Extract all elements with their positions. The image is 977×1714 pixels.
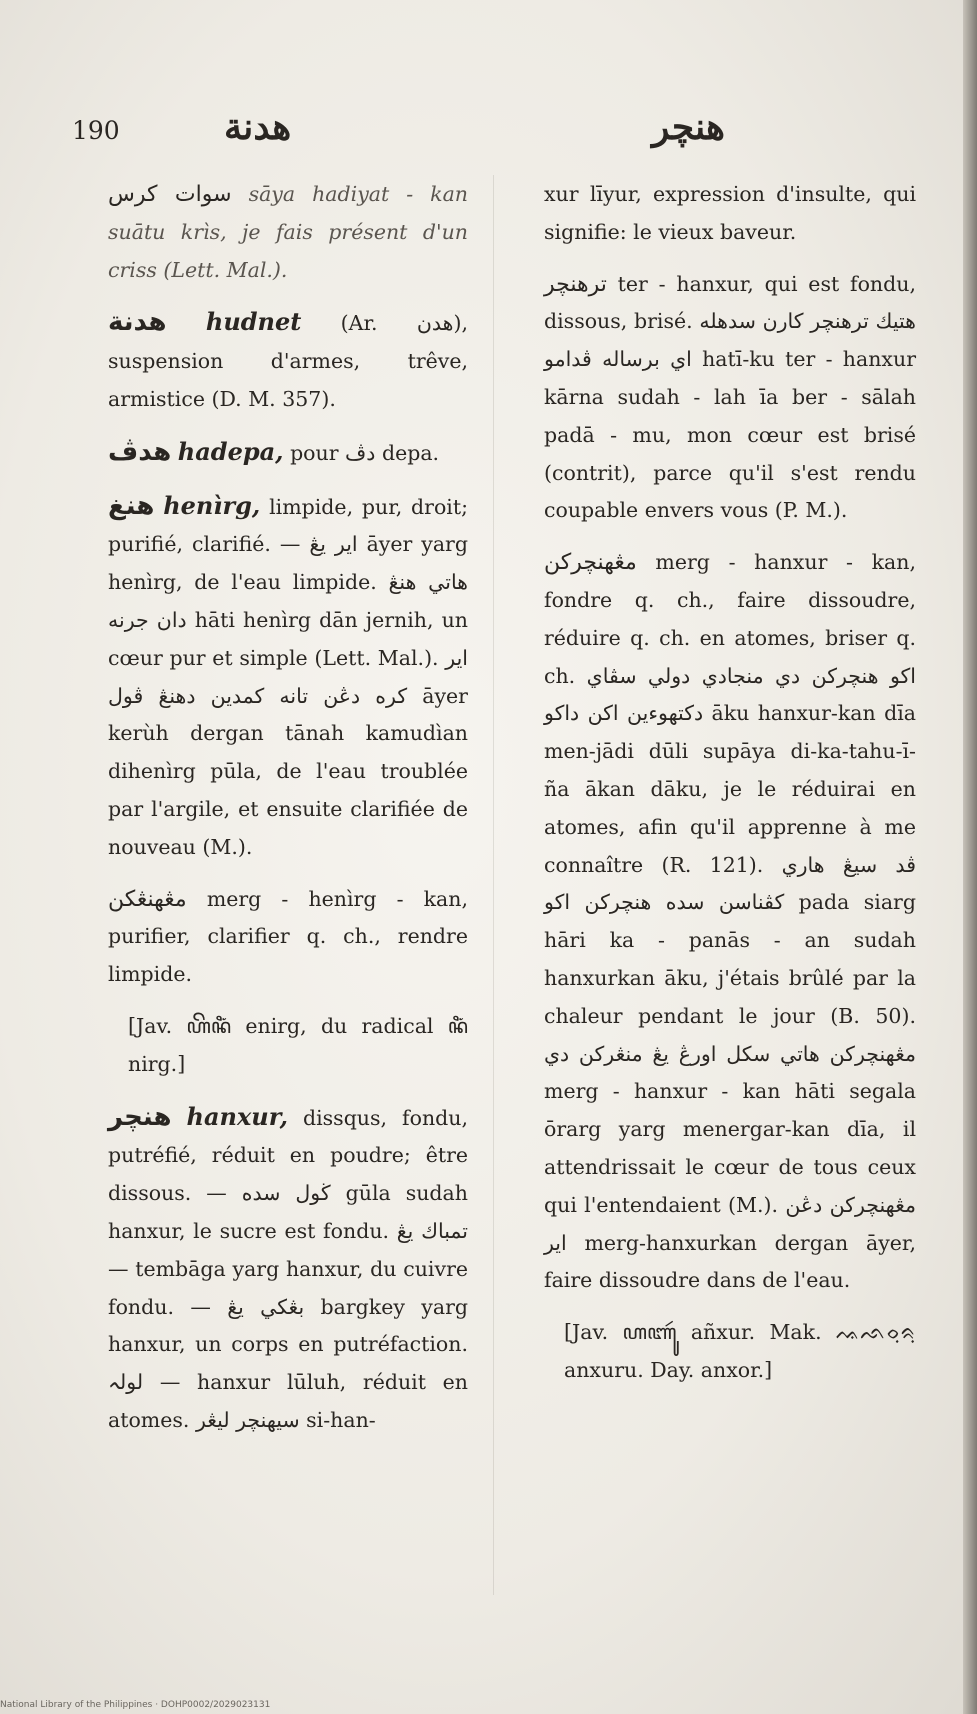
arabic-text: مڠهنچركن	[544, 550, 637, 576]
entry-text: dissqus, fondu, putréfié, réduit en poudre; être dissous. — ڬول سده gūla sudah hanxur, le sucre est fondu. تمباك يڠ — tembāga yarg hanxur, du cuivre fondu. — بڠكي يڠ bargkey yarg hanxur, un corps en putréfaction. لولہ — hanxur lūluh, réduit en atomes. سيهنچر ليڠر si-han-	[108, 1105, 469, 1432]
right-running-head: هنچر	[652, 106, 725, 148]
entry-text: pour دڤ depa.	[290, 440, 440, 465]
entry-terhanxur	[544, 266, 916, 531]
headword: hudnet	[205, 307, 302, 337]
entry-text: merg - hanxur - kan, fondre q. ch., faire dissoudre, réduire q. ch. en atomes, briser q. ch. اكو هنچركن دي منجادي دولي سڤاي دكتهوءين اكن داكو āku hanxur-kan dīa men-jādi dūli supāya di-ka-tahu-ī-ña ākan dāku, je le réduirai en atomes, afin qu'il apprenne à me connaître (R. 121). ڤد سيڠ هاري كڤناسن سده هنچركن اكو pada siarg hāri ka - panās - an sudah hanxurkan āku, j'étais brûlé par la chaleur pendant le jour (B. 50). مڠهنچركن هاتي سكل اورڠ يڠ منڠركن دي merg - hanxur - kan hāti segala ōrarg yarg menergar-kan dīa, il attendrissait le cœur de tous ceux qui l'entendaient (M.). مڠهنچركن دڠن اير merg-hanxurkan dergan āyer, faire dissoudre dans de l'eau.	[544, 550, 917, 1293]
entry-continuation	[544, 176, 916, 252]
column-divider	[493, 175, 494, 1595]
arabic-headword: هدڤ	[108, 436, 172, 467]
entry-merghanxurkan	[544, 544, 916, 1300]
arabic-headword: هدنة	[108, 307, 167, 338]
etymology-note	[108, 1008, 468, 1084]
entry-merghenirgkan	[108, 881, 468, 994]
entry-henirg	[108, 487, 468, 867]
page-number: 190	[72, 116, 120, 145]
entry-hudnet	[108, 303, 468, 418]
page-header	[72, 106, 912, 160]
entry-sayahadiyat	[108, 176, 468, 289]
entry-text: limpide, pur, droit; purifié, clarifié. — اير يڠ āyer yarg henìrg, de l'eau limpide. هاتي هنڠ دان جرنه hāti henìrg dān jernih, un cœur pur et simple (Lett. Mal.). اير كره دڠن تانه كمدين دهنڠ ڤول āyer kerùh dergan tānah kamudìan dihenìrg pūla, de l'eau troublée par l'argile, et ensuite clarifiée de nouveau (M.).	[108, 494, 468, 859]
right-column	[544, 176, 916, 1404]
left-running-head: هدنة	[224, 106, 292, 148]
headword: henìrg,	[163, 490, 261, 520]
entry-text: sāya hadiyat - kan suātu krìs, je fais présent d'un criss (Lett. Mal.).	[108, 182, 468, 282]
entry-hadepa	[108, 433, 468, 473]
headword: hadepa,	[177, 436, 284, 466]
entry-text: (Ar. هدن), suspension d'armes, trêve, armistice (D. M. 357).	[108, 311, 468, 411]
entry-text: [Jav. ꦲꦚꦸꦂ añxur. Mak. ᨕᨒᨔᨘᨑᨘ anxuru. Day. anxor.]	[564, 1320, 916, 1382]
etymology-note	[544, 1314, 916, 1390]
entry-text: merg - henìrg - kan, purifier, clarifier q. ch., rendre limpide.	[108, 886, 468, 987]
arabic-text: سوات كرس	[108, 182, 232, 207]
headword: hanxur,	[186, 1101, 288, 1131]
page-edge-shadow	[963, 0, 977, 1714]
entry-hanxur	[108, 1098, 468, 1440]
left-column	[108, 176, 468, 1454]
entry-text: ter - hanxur, qui est fondu, dissous, brisé. هتيك ترهنچر كارن سدهله اي برساله ڤدامو hatī-ku ter - hanxur kārna sudah - lah īa ber - sālah padā - mu, mon cœur est brisé (contrit), parce qu'il s'est rendu coupable envers vous (P. M.).	[544, 271, 916, 523]
arabic-text: مڠهنڠكن	[108, 886, 187, 912]
entry-text: xur līyur, expression d'insulte, qui signifie: le vieux baveur.	[544, 182, 916, 244]
scan-footer: National Library of the Philippines · DOHP0002/2029023131	[0, 1700, 271, 1710]
entry-text: [Jav. ꦲꦼꦤꦶꦁ enirg, du radical ꦤꦶꦁ nirg.]	[128, 1013, 468, 1076]
arabic-text: ترهنچر	[544, 271, 607, 297]
arabic-headword: هنچر	[108, 1101, 172, 1132]
arabic-headword: هنغ	[108, 490, 155, 521]
